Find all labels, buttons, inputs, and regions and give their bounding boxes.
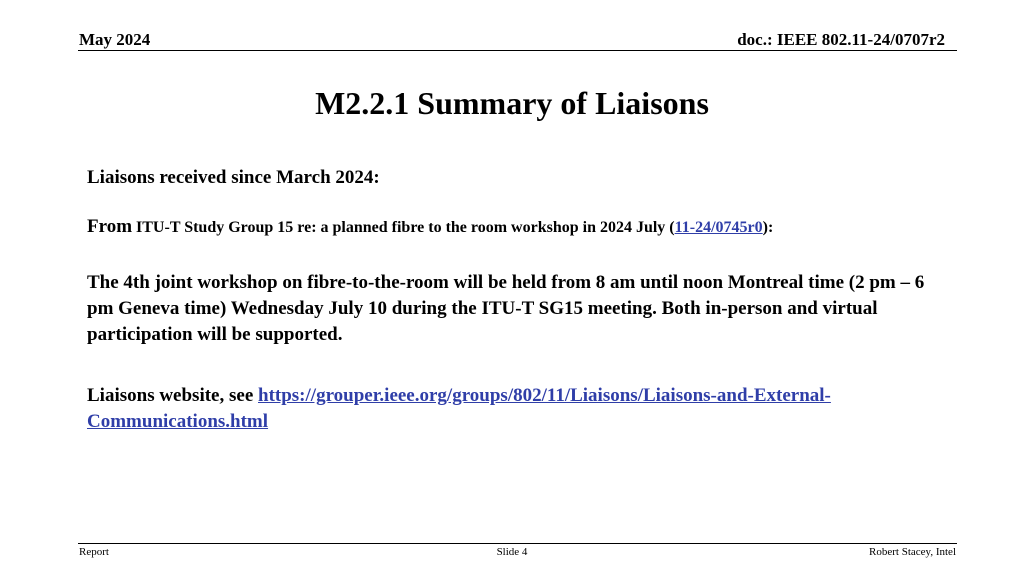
header-divider bbox=[78, 50, 957, 51]
header-doc-id: doc.: IEEE 802.11-24/0707r2 bbox=[737, 30, 945, 49]
slide-title: M2.2.1 Summary of Liaisons bbox=[315, 85, 709, 121]
website-prefix: Liaisons website, see bbox=[87, 385, 258, 406]
received-heading: Liaisons received since March 2024: bbox=[87, 167, 380, 188]
footer-author: Robert Stacey, Intel bbox=[869, 546, 956, 558]
from-word: From bbox=[87, 216, 133, 237]
liaisons-website-link[interactable]: https://grouper.ieee.org/groups/802/11/Liaisons/Liaisons-and-External-Communications.html bbox=[87, 385, 831, 432]
header-date: May 2024 bbox=[79, 30, 151, 49]
from-line bbox=[87, 213, 947, 242]
from-suffix: ): bbox=[762, 219, 774, 236]
workshop-paragraph: The 4th joint workshop on fibre-to-the-room will be held from 8 am until noon Montreal time (2 pm – 6 pm Geneva time) Wednesday July 10 during the ITU-T SG15 meeting. Both in-person and virtual participation will be supported. bbox=[87, 272, 925, 345]
from-text: ITU-T Study Group 15 re: a planned fibre to the room workshop in 2024 July ( bbox=[136, 219, 675, 236]
footer-divider bbox=[78, 543, 957, 544]
slide-number: Slide 4 bbox=[496, 546, 528, 558]
website-paragraph bbox=[87, 383, 947, 435]
footer-left: Report bbox=[79, 546, 109, 558]
from-document-link[interactable]: 11-24/0745r0 bbox=[674, 219, 763, 236]
